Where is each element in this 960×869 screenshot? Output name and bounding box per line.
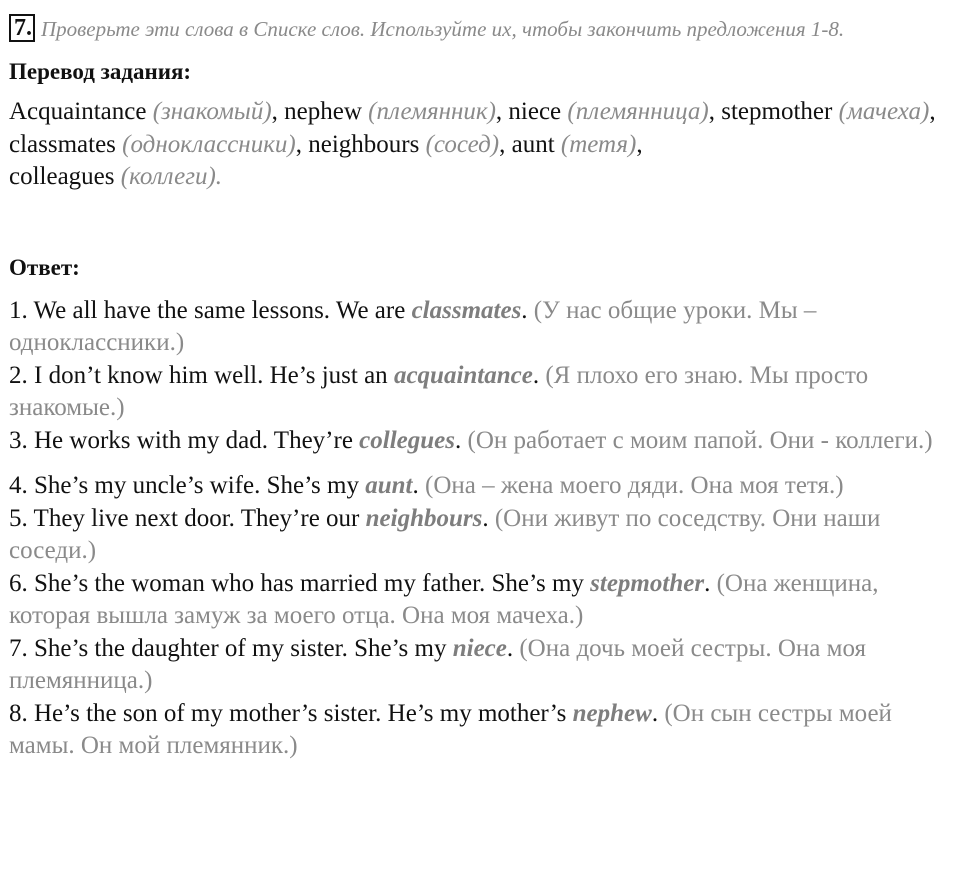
answer-punct: .	[651, 699, 665, 727]
answer-keyword: collegues	[359, 426, 455, 454]
answer-item	[9, 295, 947, 360]
word-en: Acquaintance	[9, 98, 147, 125]
word-list	[9, 96, 947, 194]
answer-punct: .	[482, 504, 495, 532]
word-ru: (мачеха)	[838, 98, 930, 125]
answer-punct: .	[521, 296, 534, 324]
answer-sentence: 5. They live next door. They’re our	[9, 504, 366, 532]
answer-sentence: 6. She’s the woman who has married my father. She’s my	[9, 569, 591, 597]
answer-item	[9, 633, 947, 698]
answer-keyword: classmates	[411, 296, 522, 324]
answer-translation: (Он сын сестры моей мамы. Он мой племянник.)	[9, 699, 892, 759]
answer-keyword: niece	[452, 634, 507, 662]
answer-heading: Ответ:	[9, 254, 80, 280]
translation-heading: Перевод задания:	[9, 59, 192, 84]
word-ru: (коллеги).	[120, 163, 223, 190]
answer-item	[9, 698, 947, 763]
word-item	[512, 131, 643, 158]
answer-translation: (Они живут по соседству. Они наши соседи.)	[9, 504, 881, 564]
word-separator: ,	[929, 98, 936, 125]
word-ru: (тетя)	[560, 130, 637, 158]
word-item	[508, 98, 721, 125]
word-separator: ,	[495, 98, 509, 125]
answer-sentence: 2. I don’t know him well. He’s just an	[9, 361, 394, 389]
answer-item	[9, 568, 947, 633]
answer-sentence: 4. She’s my uncle’s wife. She’s my	[9, 472, 366, 499]
answer-translation: (Он работает с моим папой. Они - коллеги.)	[467, 426, 933, 454]
word-separator: ,	[499, 130, 512, 158]
word-en: colleagues	[9, 163, 115, 190]
word-item	[9, 163, 222, 190]
task-instruction-line	[9, 14, 947, 43]
answer-sentence: 7. She’s the daughter of my sister. She’s my	[9, 634, 453, 662]
answer-translation: (У нас общие уроки. Мы – одноклассники.)	[9, 296, 817, 356]
answer-keyword: stepmother	[590, 569, 705, 597]
answer-sentence: 1. We all have the same lessons. We are	[9, 296, 412, 324]
answer-punct: .	[455, 426, 468, 454]
answer-keyword: aunt	[365, 472, 413, 499]
answer-list	[9, 295, 947, 763]
answer-keyword: acquaintance	[393, 361, 533, 389]
answer-translation: (Она – жена моего дяди. Она моя тетя.)	[425, 472, 844, 499]
word-en: nephew	[284, 98, 362, 125]
word-ru: (знакомый)	[152, 98, 272, 125]
answer-sentence: 3. He works with my dad. They’re	[9, 426, 360, 454]
word-item	[721, 98, 935, 125]
word-item	[9, 98, 284, 125]
word-en: classmates	[9, 130, 116, 158]
word-ru: (одноклассники)	[122, 130, 296, 158]
answer-translation: (Я плохо его знаю. Мы просто знакомые.)	[9, 361, 869, 421]
answer-translation: (Она женщина, которая вышла замуж за моего отца. Она моя мачеха.)	[9, 569, 879, 629]
answer-translation: (Она дочь моей сестры. Она моя племянница.)	[9, 634, 866, 694]
answer-keyword: neighbours	[365, 504, 483, 532]
answer-item	[9, 470, 947, 503]
answer-punct: .	[704, 569, 717, 597]
word-en: stepmother	[721, 98, 833, 125]
answer-item	[9, 503, 947, 568]
word-separator: ,	[708, 98, 722, 125]
word-en: aunt	[511, 130, 555, 158]
word-en: neighbours	[308, 130, 420, 158]
word-separator: ,	[295, 130, 309, 158]
exercise-page	[9, 14, 947, 763]
word-item	[284, 98, 508, 125]
answer-item	[9, 360, 947, 425]
word-item	[9, 131, 308, 158]
word-item	[308, 131, 511, 158]
word-ru: (сосед)	[425, 130, 500, 158]
answer-keyword: nephew	[572, 699, 652, 727]
word-ru: (племянник)	[368, 98, 496, 125]
answer-item	[9, 425, 947, 458]
word-en: niece	[508, 98, 562, 125]
answer-sentence: 8. He’s the son of my mother’s sister. He’s my mother’s	[9, 699, 573, 727]
task-instruction: Проверьте эти слова в Списке слов. Используйте их, чтобы закончить предложения 1-8.	[41, 17, 845, 41]
answer-punct: .	[532, 361, 546, 389]
word-ru: (племянница)	[567, 98, 709, 125]
answer-punct: .	[506, 634, 520, 662]
word-separator: ,	[271, 98, 285, 125]
word-separator: ,	[636, 130, 643, 158]
answer-punct: .	[412, 472, 425, 499]
task-number-badge: 7.	[9, 14, 35, 42]
